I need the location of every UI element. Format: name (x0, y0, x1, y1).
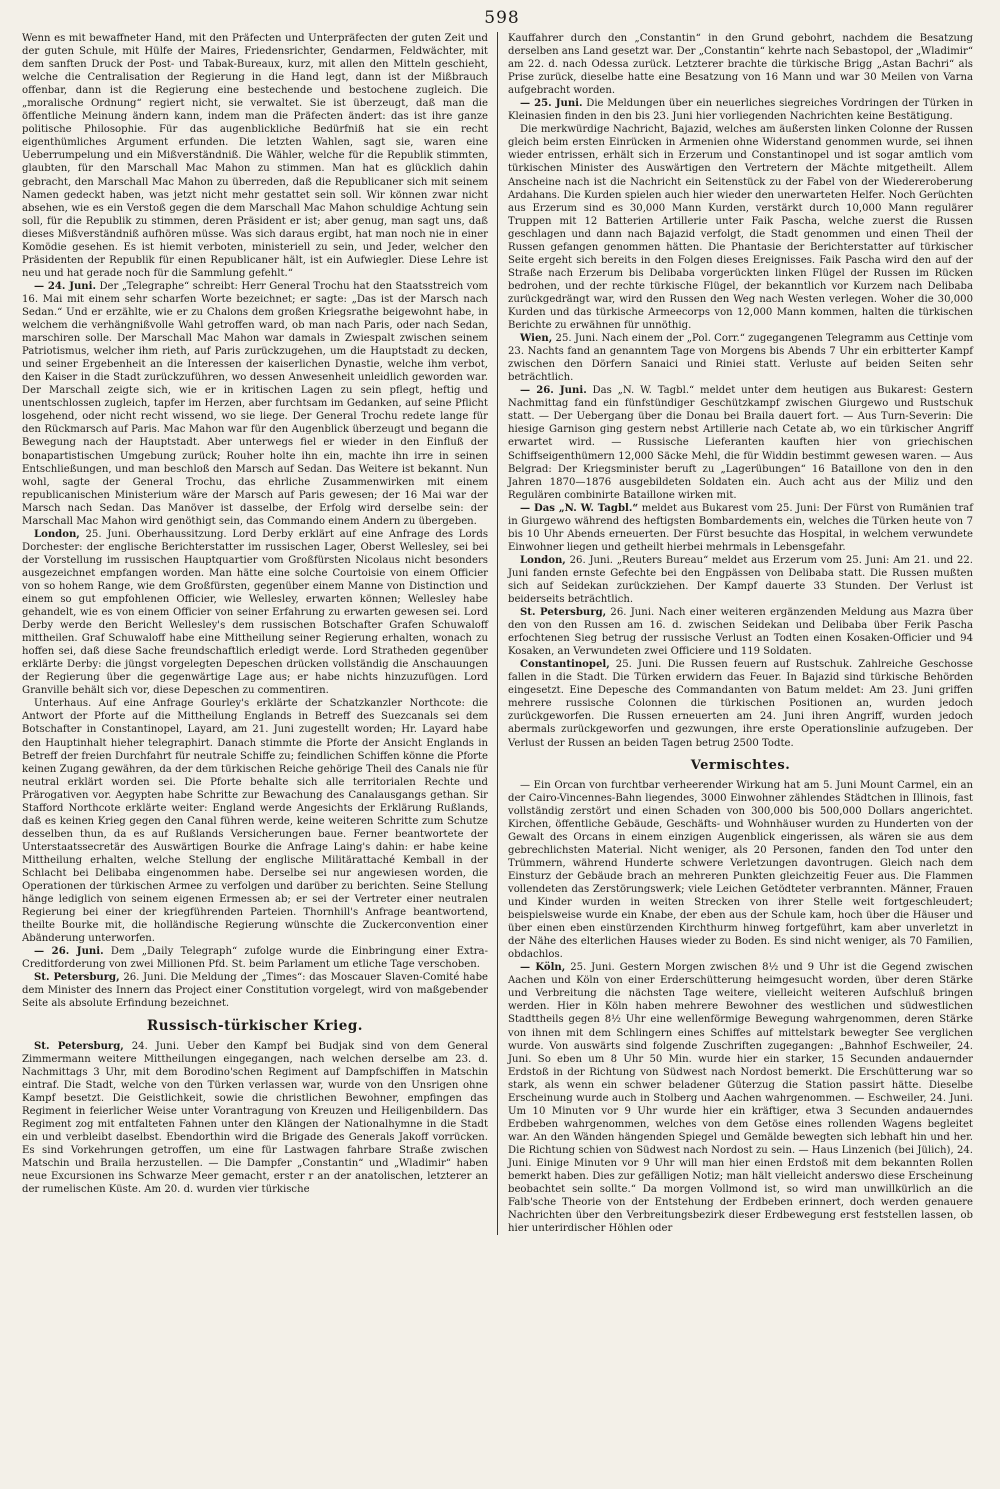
paragraph-text: 26. Juni. Die Meldung der „Times“: das Moscauer Slaven-Comité habe dem Minister des Innern das Project einer Constitution vorgelegt, wird von maßgebender Seite als absolute Erfindung bezeichnet. (22, 972, 489, 1010)
dateline: London, (34, 528, 80, 540)
dateline: — Das „N. W. Tagbl.“ (520, 502, 639, 514)
paragraph-text: 25. Juni. Die Russen feuern auf Rustschuk. Zahlreiche Geschosse fallen in die Stadt. Die Türken erwidern das Feuer. In Bajazid sind türkische Behörden eingesetzt. Eine Depesche des Commandanten von Batum meldet: Am 23. Juni griffen mehrere russische Colonnen die türkischen Positionen an, wurden jedoch zurückgeworfen. Die Russen erneuerten am 24. Juni ihren Angriff, wurden jedoch abermals zurückgeworfen und gezwungen, ihre erste Operationslinie aufzugeben. Der Verlust der Russen an beiden Tagen betrug 2500 Todte. (508, 659, 973, 749)
paragraph-text: Das „N. W. Tagbl.“ meldet unter dem heutigen aus Bukarest: Gestern Nachmittag fand ein fünfstündiger Geschützkampf zwischen Giurgewo und Rustschuk statt. — Der Uebergang über die Donau bei Braila dauert fort. — Aus Turn-Severin: Die hiesige Garnison ging gestern nebst Artillerie nach Cetate ab, wo ein türkischer Angriff erwartet wird. — Russische Lieferanten kauften hier von griechischen Schiffseigenthümern 12,000 Säcke Mehl, die für Widdin bestimmt gewesen waren. — Aus Belgrad: Der Kriegsminister beruft zu „Lagerübungen“ 16 Bataillone von den in den Jahren 1870—1876 ausgebildeten Soldaten ein. Auch acht aus der Miliz und den Regulären combinirte Bataillone wirken mit. (508, 385, 973, 501)
paragraph-text: 25. Juni. Oberhaussitzung. Lord Derby erklärt auf eine Anfrage des Lords Dorchester: der englische Berichterstatter im russischen Lager, Oberst Wellesley, sei bei der Vorstellung im russischen Hauptquartier vom Großfürsten Nicolaus nicht besonders ausgezeichnet empfangen worden. Man hätte eine solche Courtoisie von einem Officier von so hohem Range, wie dem Großfürsten, gegenüber einem Manne von Distinction und einem so gut empfohlenen Officier, wie Wellesley, erwarten können; Wellesley habe gehandelt, wie es von einem Officier von seiner Erfahrung zu erwarten gewesen sei. Lord Derby werde den Bericht Wellesley's dem russischen Botschafter Grafen Schuwaloff mittheilen. Graf Schuwaloff habe eine Mittheilung seiner Regierung erhalten, wonach zu hoffen sei, daß diese Sache freundschaftlich erledigt werde. Lord Stratheden gegenüber erklärte Derby: die jüngst vorgelegten Depeschen drücken vollständig die Anschauungen der Regierung über die gegenwärtige Lage aus; er habe nichts hinzuzufügen. Lord Granville behält sich vor, diese Depeschen zu commentiren. (22, 528, 488, 697)
right-column (498, 32, 973, 1235)
article-paragraph (22, 528, 488, 698)
dateline: Wien, (520, 333, 553, 345)
article-paragraph (508, 606, 973, 658)
article-paragraph: Kauffahrer durch den „Constantin“ in den Grund gebohrt, nachdem die Besatzung derselben ans Land gesetzt war. Der „Constantin“ kehrte nach Sebastopol, der „Wladimir“ am 22. d. nach Odessa zurück. Letzterer brachte die türkische Brigg „Astan Bachri“ als Prise zurück, dieselbe hatte eine Besatzung von 16 Mann und war 30 Meilen von Varna aufgebracht worden. (508, 33, 973, 97)
dateline: St. Petersburg, (34, 972, 120, 984)
dateline: London, (520, 554, 566, 566)
page-number: 598 (484, 8, 520, 28)
article-paragraph (508, 961, 973, 1235)
article-paragraph (508, 384, 973, 501)
dateline: — 26. Juni. (520, 385, 587, 397)
paragraph-text: Die Meldungen über ein neuerliches siegreiches Vordringen der Türken in Kleinasien finden in den bis 23. Juni hier vorliegenden Nachrichten keine Bestätigung. (508, 98, 973, 123)
article-paragraph: — Ein Orcan von furchtbar verheerender Wirkung hat am 5. Juni Mount Carmel, ein an der Cairo-Vincennes-Bahn liegendes, 3000 Einwohner zählendes Städtchen in Illinois, fast vollständig zerstört und einen Schaden von 300,000 bis 500,000 Dollars angerichtet. Kirchen, öffentliche Gebäude, Geschäfts- und Wohnhäuser wurden zu Hunderten von der Gewalt des Orcans in einem einzigen Augenblick eingerissen, als wären sie aus dem gebrechlichsten Material. Nicht weniger, als 20 Personen, fanden den Tod unter den Trümmern, während Hunderte schwere Verletzungen davontrugen. Gleich nach dem Einsturz der Gebäude brach an mehreren Punkten gleichzeitig Feuer aus. Die Flammen vollendeten das Zerstörungswerk; viele Leichen Getödteter verbrannten. Männer, Frauen und Kinder wurden in weiten Strecken von ihrer Stelle weit fortgeschleudert; beispielsweise wurde ein Knabe, der eben aus der Schule kam, hoch über die Häuser und über einen eben einstürzenden Kirchthurm hinweg fortgeführt, kam aber unverletzt in der Nähe des elterlichen Hauses wieder zu Boden. Es sind nicht weniger, als 70 Familien, obdachlos. (508, 779, 973, 961)
article-paragraph (508, 658, 973, 749)
article-paragraph (508, 97, 973, 123)
paragraph-text: 26. Juni. Nach einer weiteren ergänzenden Meldung aus Mazra über den von den Russen am 16. d. zwischen Seidekan und Delibaba über Ferik Pascha erfochtenen Sieg betrug der russische Verlust an Todten einen Kosaken-Officier und 94 Kosaken, an Verwundeten zwei Officiere und 119 Soldaten. (508, 607, 973, 658)
paragraph-text: Dem „Daily Telegraph“ zufolge wurde die Einbringung einer Extra-Creditforderung von zwei Millionen Pfd. St. beim Parlament um etliche Tage verschoben. (22, 946, 488, 971)
article-paragraph (22, 1040, 488, 1197)
paragraph-text: 24. Juni. Ueber den Kampf bei Budjak sind von dem General Zimmermann weitere Mittheilungen eingegangen, nach welchen derselbe am 23. d. Nachmittags 3 Uhr, mit dem Borodino'schen Regiment auf Dampfschiffen in Matschin eintraf. Die Stadt, welche von den Türken verlassen war, wurde von den Unsrigen ohne Kampf besetzt. Die Geistlichkeit, sowie die christlichen Bewohner, empfingen das Regiment in feierlicher Weise unter Vorantragung von Kreuzen und Heiligenbildern. Das Regiment zog mit entfalteten Fahnen unter den Klängen der Nationalhymne in die Stadt ein und verbleibt daselbst. Ebendorthin wird die Brigade des Generals Jakoff vorrücken. Es sind Vorkehrungen getroffen, um eine für Lastwagen fahrbare Straße zwischen Matschin und Braila herzustellen. — Die Dampfer „Constantin“ und „Wladimir“ haben neue Excursionen ins Schwarze Meer gemacht, erster r an der anatolischen, letzterer an der rumelischen Küste. Am 20. d. wurden vier türkische (22, 1040, 488, 1196)
paragraph-text: meldet aus Bukarest vom 25. Juni: Der Fürst von Rumänien traf in Giurgewo während des heftigsten Bombardements ein, welches die Türken heute von 7 bis 10 Uhr Abends erneuerten. Der Fürst besuchte das Hospital, in welchem verwundete Einwohner liegen und getheilt hierbei mehrmals in Lebensgefahr. (508, 502, 973, 553)
left-column (22, 32, 497, 1235)
dateline: St. Petersburg, (520, 607, 607, 619)
article-paragraph (508, 502, 973, 554)
article-paragraph (22, 280, 488, 528)
paragraph-text: 26. Juni. „Reuters Bureau“ meldet aus Erzerum vom 25. Juni: Am 21. und 22. Juni fanden ernste Gefechte bei den Engpässen von Delibaba statt. Die Russen mußten sich auf Seidekan zurückziehen. Der Kampf dauerte 33 Stunden. Der Verlust ist beiderseits beträchtlich. (508, 554, 973, 606)
paragraph-text: 25. Juni. Nach einem der „Pol. Corr.“ zugegangenen Telegramm aus Cettinje vom 23. Nachts fand an genanntem Tage von Morgens bis Abends 7 Uhr ein erbitterter Kampf zwischen den Dörfern Sanaici und Riniei statt. Verluste auf beiden Seiten sehr beträchtlich. (508, 333, 973, 384)
article-paragraph (22, 971, 488, 1010)
article-paragraph (508, 554, 973, 606)
section-heading: Russisch-türkischer Krieg. (147, 1017, 363, 1034)
columns (22, 32, 982, 1235)
article-paragraph: Die merkwürdige Nachricht, Bajazid, welches am äußersten linken Colonne der Russen gleich beim ersten Einrücken in Armenien ohne Widerstand genommen wurde, sei ihnen wieder entrissen, erhält sich in Erzerum und Constantinopel und ist sogar amtlich vom türkischen Minister des Auswärtigen den Vertretern der Mächte mitgetheilt. Allem Anscheine nach ist die Nachricht ein Seitenstück zu der Fabel von der Wiedereroberung Ardahans. Die Kurden spielen auch hier wieder den unerwarteten Helfer. Noch Gerüchten aus Erzerum sind es 30,000 Mann Kurden, verstärkt durch 10,000 Mann regulärer Truppen mit 12 Batterien Artillerie unter Faik Pascha, welche zuerst die Russen geschlagen und dann nach Bajazid verfolgt, die Stadt genommen und einen Theil der Russen gefangen genommen hätten. Die Phantasie der Berichterstatter auf türkischer Seite ergeht sich bereits in den Folgen dieses Ereignisses. Faik Pascha wird den auf der Straße nach Erzerum bis Delibaba vorgerückten linken Flügel der Russen im Rücken bedrohen, und der rechte türkische Flügel, der bekanntlich vor Kurzem nach Delibaba zurückgedrängt war, wird den Russen den Weg nach Westen verlegen. Woher die 30,000 Kurden und das türkische Armeecorps von 12,000 Mann kommen, halten die türkischen Berichte zu erwähnen für unnöthig. (508, 124, 973, 332)
paragraph-text: 25. Juni. Gestern Morgen zwischen 8½ und 9 Uhr ist die Gegend zwischen Aachen und Köln von einer Erderschütterung heimgesucht worden, über deren Stärke und Verbreitung die nächsten Tage weitere, vielleicht weiteren Aufschluß bringen werden. Hier in Köln haben mehrere Bewohner des westlichen und südwestlichen Stadttheils gegen 8½ Uhr eine wellenförmige Bewegung wahrgenommen, deren Stärke von ihnen mit dem Schlingern eines Schiffes auf mittelstark bewegter See verglichen wurde. Von auswärts sind folgende Zuschriften zugegangen: „Bahnhof Eschweiler, 24. Juni. So eben um 8 Uhr 50 Min. wurde hier ein starker, 15 Secunden andauernder Erdstoß in der Richtung von Südwest nach Nordost bemerkt. Die Erschütterung war so stark, als wenn ein schwer beladener Güterzug die Station passirt hätte. Dieselbe Erscheinung wurde auch in Stolberg und Aachen wahrgenommen. — Eschweiler, 24. Juni. Um 10 Minuten vor 9 Uhr wurde hier ein kräftiger, etwa 3 Secunden andauerndes Erdbeben wahrgenommen, welches von dem Getöse eines rollenden Wagens begleitet war. An den Wänden hängenden Spiegel und Gemälde bewegten sich lebhaft hin und her. Die Richtung schien von Südwest nach Nordost zu sein. — Haus Linzenich (bei Jülich), 24. Juni. Einige Minuten vor 9 Uhr will man hier einen Erdstoß mit dem bekannten Rollen bemerkt haben. Dies zur gefälligen Notiz; man hält vielleicht anderswo diese Erscheinung beobachtet sein sollte.“ Da morgen Vollmond ist, so wird man unwillkürlich an die Falb'sche Theorie von der Entstehung der Erdbeben erinnert, doch werden genauere Nachrichten über den Verbreitungsbezirk dieser Erdbewegung erst feststellen lassen, ob hier unterirdischer Höhlen oder (508, 962, 973, 1235)
dateline: — 25. Juni. (520, 98, 583, 110)
article-paragraph: Wenn es mit bewaffneter Hand, mit den Präfecten und Unterpräfecten der guten Zeit und der guten Schule, mit Hülfe der Maires, Friedensrichter, Gendarmen, Feldwächter, mit dem sanften Druck der Post- und Tabak-Bureaux, kurz, mit allen den Mitteln geschieht, welche die Centralisation der Regierung in die Hand legt, dann ist der Mißbrauch offenbar, dann ist die Regierung eine bestechende und bestochene zugleich. Die „moralische Ordnung“ regiert nicht, sie verwaltet. Sie ist überzeugt, daß man die öffentliche Meinung ändern kann, indem man die Präfecten ändert: das ist ihre ganze politische Philosophie. Für das augenblickliche Bedürfniß hat sie ein recht eigenthümliches Argument erfunden. Die letzten Wahlen, sagt sie, waren eine Ueberrumpelung und ein Mißverständniß. Die Wähler, welche für die Republik stimmten, glaubten, für den Marschall Mac Mahon zu stimmen. Man hat es glücklich dahin gebracht, den Marschall Mac Mahon zu überreden, daß die Republicaner sich mit seinem Namen gedeckt haben, was jetzt nicht mehr gestattet sein soll. Wir können zwar nicht absehen, wie es ein Verstoß gegen die dem Marschall Mac Mahon schuldige Achtung sein soll, für die Republik zu stimmen, deren Präsident er ist; aber genug, man sagt uns, daß dieses Mißverständniß aufhören müsse. Was sich daraus ergibt, hat man noch nie in einer Komödie gesehen. Es ist hiemit verboten, ministeriell zu sein, und Jeder, welcher den Präsidenten der Republik für einen Republicaner hält, ist ein Aufwiegler. Diese Lehre ist neu und hat gerade noch für die Sammlung gefehlt.“ (22, 33, 488, 279)
paragraph-text: Der „Telegraphe“ schreibt: Herr General Trochu hat den Staatsstreich vom 16. Mai mit einem sehr scharfen Worte bezeichnet; er sagte: „Das ist der Marsch nach Sedan.“ Und er erzählte, wie er zu Chalons dem großen Kriegsrathe beigewohnt habe, in welchem die verhängnißvolle Wahl getroffen ward, ob man nach Paris, oder nach Sedan, marschiren solle. Der Marschall Mac Mahon war damals in Zwiespalt zwischen seinem Patriotismus, welcher ihm rieth, auf Paris zurückzugehen, um die Hauptstadt zu decken, und seiner Ergebenheit an die Interessen der kaiserlichen Dynastie, welche ihm verbot, den Kaiser in die Stadt zurückzuführen, wo dessen Anwesenheit unleidlich geworden war. Der Marschall zeigte sich, wie er in kritischen Lagen zu sein pflegt, heftig und unentschlossen zugleich, tapfer im Herzen, aber furchtsam im Gedanken, auf seine Pflicht losgehend, oder nicht recht wissend, wo sie liege. Der General Trochu redete lange für den Rückmarsch auf Paris. Mac Mahon war für den Augenblick überzeugt und begann die Bewegung nach der Hauptstadt. Aber unterwegs fiel er wieder in den Einfluß der bonapartistischen Umgebung zurück; Rouher holte ihn ein, machte ihn irre in seinen Entschließungen, und man beschloß den Marsch auf Sedan. Das Weitere ist bekannt. Nun wohl, sagte der General Trochu, das ehrliche Zusammenwirken mit einem republicanischen Ministerium wäre der Marsch auf Paris gewesen; der 16 Mai war der Marsch nach Sedan. Das Manöver ist dasselbe, der Erfolg wird derselbe sein: der Marschall Mac Mahon wird genöthigt sein, das Commando einem Andern zu übergeben. (22, 280, 489, 527)
dateline: St. Petersburg, (34, 1040, 124, 1052)
dateline: — Köln, (520, 962, 566, 974)
article-paragraph: Unterhaus. Auf eine Anfrage Gourley's erklärte der Schatzkanzler Northcote: die Antwort der Pforte auf die Mittheilung Englands in Betreff des Suezcanals sei dem Botschafter in Constantinopel, Layard, am 21. Juni zugestellt worden; Hr. Layard habe den Hauptinhalt hieher telegraphirt. Danach stimmte die Pforte der Ansicht Englands in Betreff der freien Durchfahrt für neutrale Schiffe zu; feindlichen Schiffen könne die Pforte keinen Zugang gewähren, da der dem türkischen Reiche gehörige Theil des Canals nie für neutral erklärt worden sei. Die Pforte behalte sich alle territorialen Rechte und Prärogativen vor. Aegypten habe Schritte zur Bewachung des Canalausgangs gethan. Sir Stafford Northcote erklärte weiter: England werde Angesichts der Erklärung Rußlands, daß es keinen Krieg gegen den Canal führen werde, keine weiteren Schritte zum Schutze desselben thun, da es auf Rußlands Versicherungen baue. Ferner beantwortete der Unterstaatssecretär des Auswärtigen Bourke die Anfrage Laing's dahin: er habe keine Mittheilung erhalten, welche Stellung der englische Militärattaché Kemball in der Schlacht bei Delibaba eingenommen habe. Derselbe sei nur angewiesen worden, die Operationen der türkischen Armee zu verfolgen und darüber zu berichten. Seine Stellung hänge lediglich von seinem eigenen Ermessen ab; er sei der Vertreter einer neutralen Regierung bei einer der kriegführenden Parteien. Thornhill's Anfrage beantwortend, theilte Bourke mit, die holländische Regierung wünschte die Zuckerconvention einer Abänderung unterworfen. (22, 698, 488, 945)
article-paragraph (508, 332, 973, 384)
dateline: — 26. Juni. (34, 946, 104, 958)
dateline: Constantinopel, (520, 659, 610, 671)
dateline: — 24. Juni. (34, 280, 96, 292)
section-heading: Vermischtes. (690, 757, 791, 773)
article-paragraph (22, 945, 488, 971)
